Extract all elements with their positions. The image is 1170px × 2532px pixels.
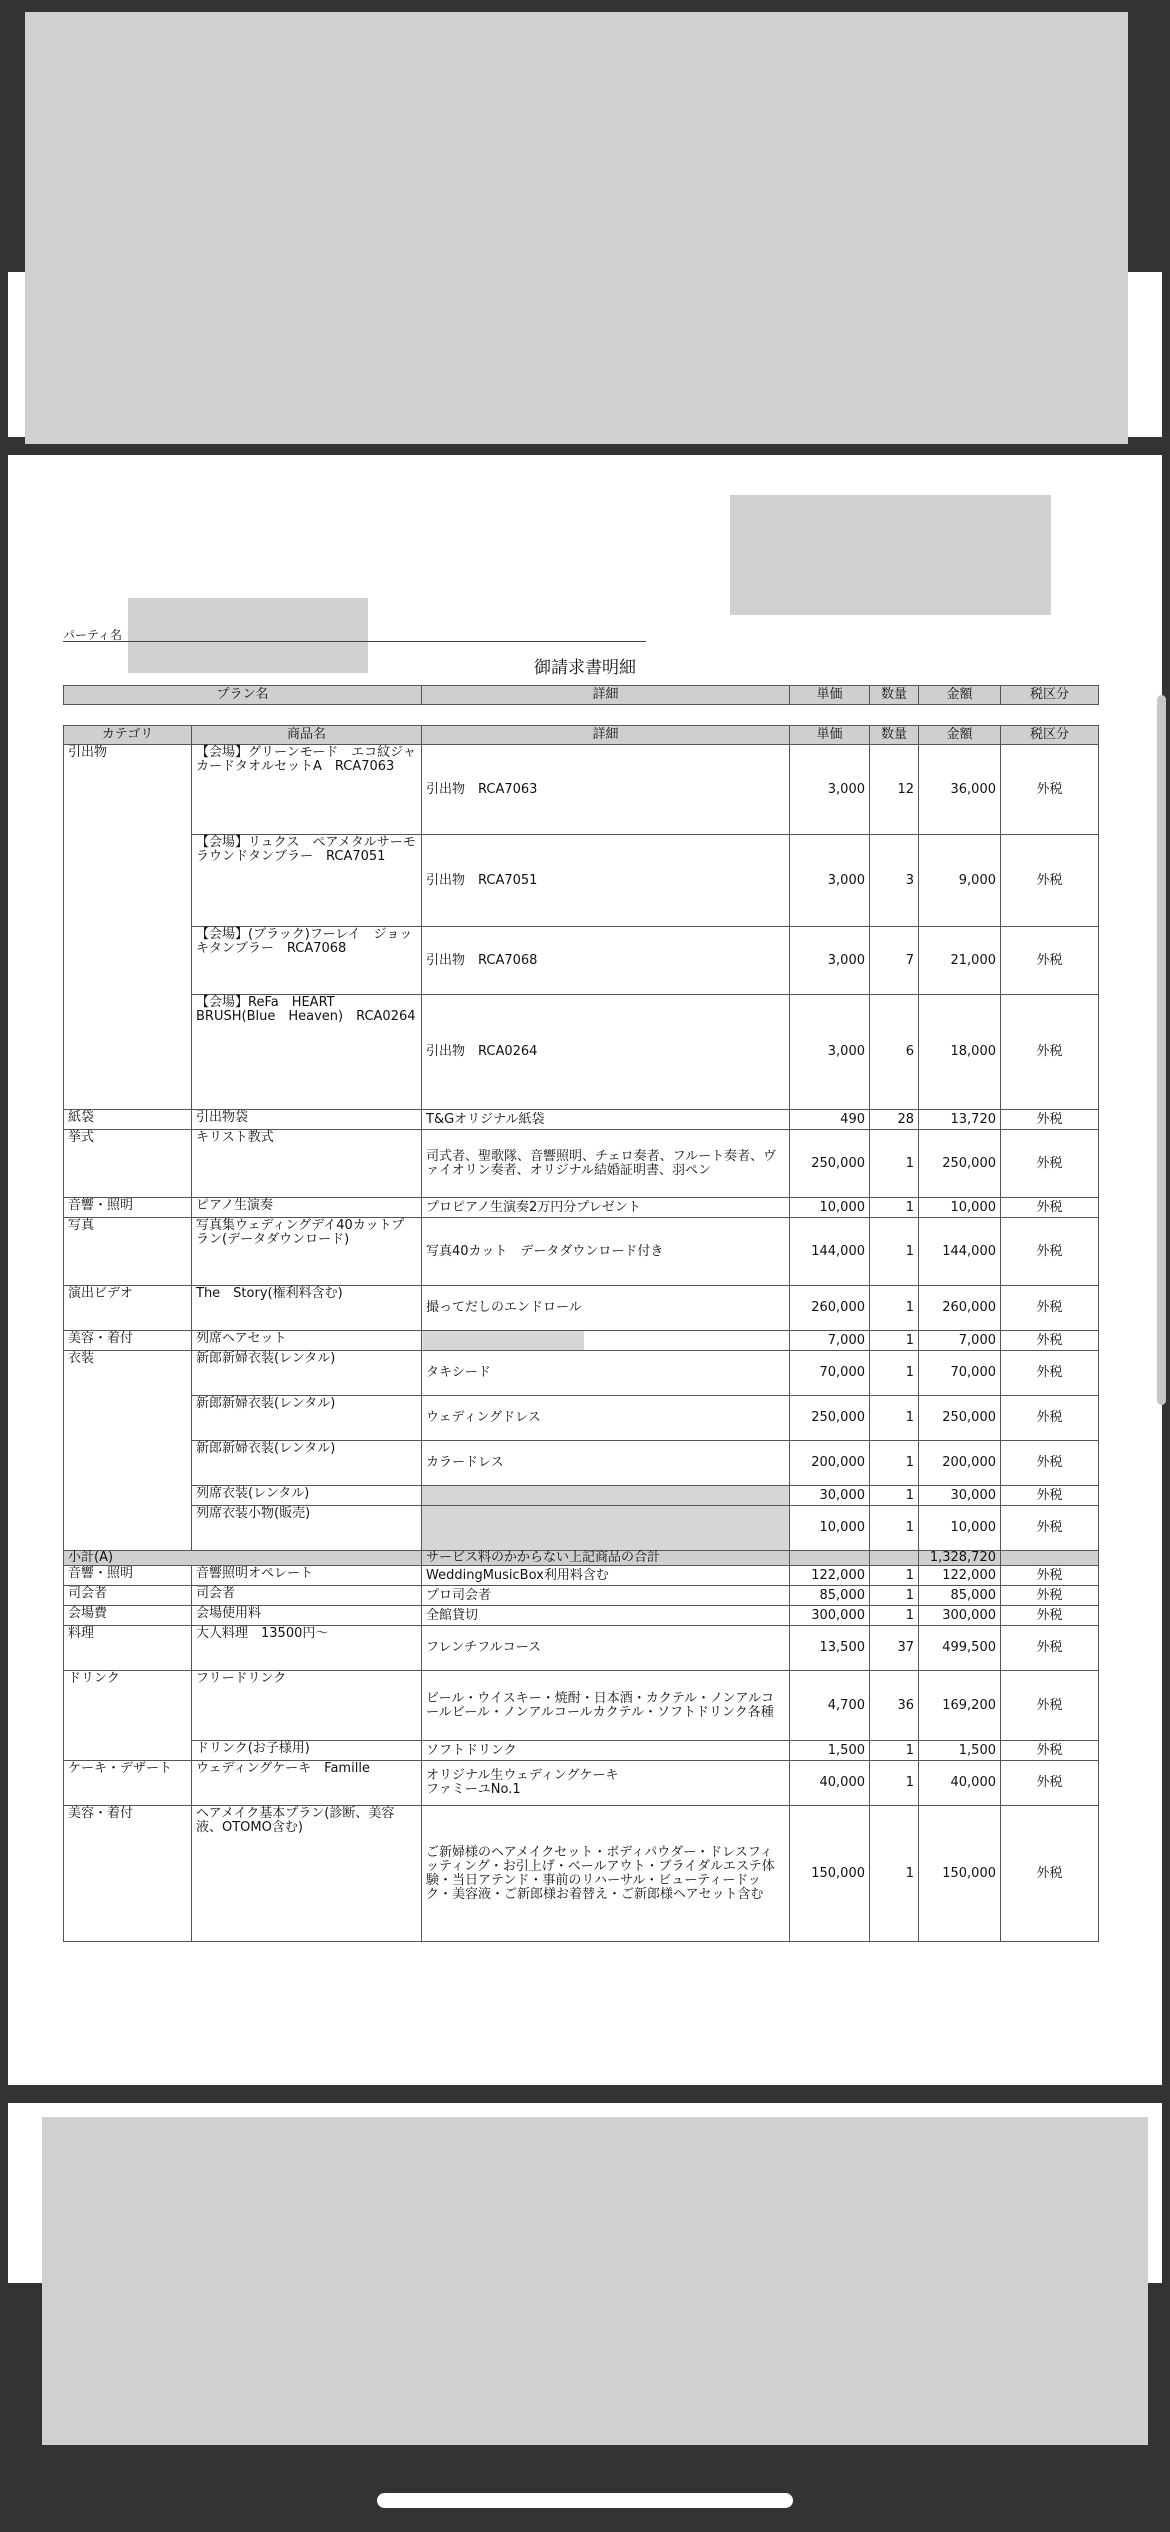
product-name-cell: 新郎新婦衣装(レンタル) bbox=[192, 1396, 422, 1441]
amount-cell: 122,000 bbox=[919, 1566, 1001, 1586]
amount-cell: 499,500 bbox=[919, 1626, 1001, 1671]
tax-type-cell: 外税 bbox=[1001, 1218, 1099, 1286]
items-header-cell: 金額 bbox=[919, 726, 1001, 745]
item-row bbox=[64, 1441, 1099, 1486]
plan-header-cell: 数量 bbox=[870, 686, 919, 705]
unit-price-cell: 10,000 bbox=[790, 1506, 870, 1551]
subtotal-amount: 1,328,720 bbox=[919, 1551, 1001, 1566]
item-row bbox=[64, 1606, 1099, 1626]
tax-type-cell: 外税 bbox=[1001, 1566, 1099, 1586]
product-name-cell: 司会者 bbox=[192, 1586, 422, 1606]
plan-header-cell: 単価 bbox=[790, 686, 870, 705]
plan-header-cell: プラン名 bbox=[64, 686, 422, 705]
product-name-cell: 写真集ウェディングデイ40カットプラン(データダウンロード) bbox=[192, 1218, 422, 1286]
item-row bbox=[64, 1351, 1099, 1396]
quantity-cell: 7 bbox=[870, 927, 919, 995]
unit-price-cell: 490 bbox=[790, 1110, 870, 1130]
category-cell: 料理 bbox=[64, 1626, 192, 1671]
invoice-page bbox=[8, 455, 1162, 2085]
tax-type-cell: 外税 bbox=[1001, 995, 1099, 1110]
quantity-cell: 1 bbox=[870, 1606, 919, 1626]
unit-price-cell: 200,000 bbox=[790, 1441, 870, 1486]
redacted-top-area bbox=[25, 12, 1128, 444]
item-row bbox=[64, 1671, 1099, 1741]
items-body bbox=[64, 745, 1099, 1942]
item-row bbox=[64, 1761, 1099, 1806]
detail-cell bbox=[422, 1486, 790, 1506]
quantity-cell: 1 bbox=[870, 1486, 919, 1506]
party-name-line bbox=[63, 641, 646, 642]
scrollbar[interactable] bbox=[1157, 695, 1166, 1405]
category-cell: 紙袋 bbox=[64, 1110, 192, 1130]
unit-price-cell: 30,000 bbox=[790, 1486, 870, 1506]
category-cell: 挙式 bbox=[64, 1130, 192, 1198]
product-name-cell: キリスト教式 bbox=[192, 1130, 422, 1198]
category-cell: 音響・照明 bbox=[64, 1198, 192, 1218]
amount-cell: 18,000 bbox=[919, 995, 1001, 1110]
unit-price-cell: 3,000 bbox=[790, 995, 870, 1110]
product-name-cell: 列席衣装(レンタル) bbox=[192, 1486, 422, 1506]
detail-cell: 引出物 RCA7068 bbox=[422, 927, 790, 995]
category-cell: 会場費 bbox=[64, 1606, 192, 1626]
subtotal-row bbox=[64, 1551, 1099, 1566]
detail-cell bbox=[422, 1506, 790, 1551]
tax-type-cell: 外税 bbox=[1001, 1130, 1099, 1198]
detail-cell: 全館貸切 bbox=[422, 1606, 790, 1626]
detail-cell: ビール・ウイスキー・焼酎・日本酒・カクテル・ノンアルコールビール・ノンアルコールカクテル・ソフトドリンク各種 bbox=[422, 1671, 790, 1741]
unit-price-cell: 300,000 bbox=[790, 1606, 870, 1626]
unit-price-cell: 4,700 bbox=[790, 1671, 870, 1741]
amount-cell: 36,000 bbox=[919, 745, 1001, 835]
detail-cell: 引出物 RCA7063 bbox=[422, 745, 790, 835]
product-name-cell: ピアノ生演奏 bbox=[192, 1198, 422, 1218]
amount-cell: 300,000 bbox=[919, 1606, 1001, 1626]
plan-header-cell: 税区分 bbox=[1001, 686, 1099, 705]
detail-cell: フレンチフルコース bbox=[422, 1626, 790, 1671]
amount-cell: 250,000 bbox=[919, 1396, 1001, 1441]
tax-type-cell: 外税 bbox=[1001, 1741, 1099, 1761]
category-cell: 写真 bbox=[64, 1218, 192, 1286]
product-name-cell: フリードリンク bbox=[192, 1671, 422, 1741]
item-row bbox=[64, 927, 1099, 995]
unit-price-cell: 250,000 bbox=[790, 1130, 870, 1198]
quantity-cell: 1 bbox=[870, 1441, 919, 1486]
detail-cell: プロピアノ生演奏2万円分プレゼント bbox=[422, 1198, 790, 1218]
product-name-cell: 新郎新婦衣装(レンタル) bbox=[192, 1441, 422, 1486]
detail-cell: 引出物 RCA0264 bbox=[422, 995, 790, 1110]
unit-price-cell: 144,000 bbox=[790, 1218, 870, 1286]
category-cell: 引出物 bbox=[64, 745, 192, 1110]
amount-cell: 150,000 bbox=[919, 1806, 1001, 1942]
detail-cell: WeddingMusicBox利用料含む bbox=[422, 1566, 790, 1586]
unit-price-cell: 40,000 bbox=[790, 1761, 870, 1806]
tax-type-cell: 外税 bbox=[1001, 1671, 1099, 1741]
product-name-cell: 新郎新婦衣装(レンタル) bbox=[192, 1351, 422, 1396]
unit-price-cell: 85,000 bbox=[790, 1586, 870, 1606]
product-name-cell: 会場使用料 bbox=[192, 1606, 422, 1626]
item-row bbox=[64, 1110, 1099, 1130]
amount-cell: 13,720 bbox=[919, 1110, 1001, 1130]
tax-type-cell: 外税 bbox=[1001, 1351, 1099, 1396]
items-header-row bbox=[64, 726, 1099, 745]
tax-type-cell: 外税 bbox=[1001, 1761, 1099, 1806]
detail-cell bbox=[422, 1331, 790, 1351]
quantity-cell: 1 bbox=[870, 1396, 919, 1441]
document-title: 御請求書明細 bbox=[534, 658, 636, 678]
detail-cell: カラードレス bbox=[422, 1441, 790, 1486]
category-cell: 衣装 bbox=[64, 1351, 192, 1551]
quantity-cell: 36 bbox=[870, 1671, 919, 1741]
quantity-cell: 28 bbox=[870, 1110, 919, 1130]
subtotal-description: サービス料のかからない上記商品の合計 bbox=[422, 1551, 790, 1566]
amount-cell: 9,000 bbox=[919, 835, 1001, 927]
product-name-cell: 【会場】リュクス ペアメタルサーモラウンドタンブラー RCA7051 bbox=[192, 835, 422, 927]
detail-cell: 引出物 RCA7051 bbox=[422, 835, 790, 927]
category-cell: 司会者 bbox=[64, 1586, 192, 1606]
tax-type-cell: 外税 bbox=[1001, 745, 1099, 835]
quantity-cell: 1 bbox=[870, 1566, 919, 1586]
tax-type-cell: 外税 bbox=[1001, 1606, 1099, 1626]
amount-cell: 144,000 bbox=[919, 1218, 1001, 1286]
quantity-cell: 1 bbox=[870, 1761, 919, 1806]
subtotal-price-cell bbox=[790, 1551, 870, 1566]
quantity-cell: 1 bbox=[870, 1741, 919, 1761]
quantity-cell: 1 bbox=[870, 1586, 919, 1606]
unit-price-cell: 250,000 bbox=[790, 1396, 870, 1441]
item-row bbox=[64, 1331, 1099, 1351]
quantity-cell: 1 bbox=[870, 1806, 919, 1942]
product-name-cell: 【会場】グリーンモード エコ紋ジャカードタオルセットA RCA7063 bbox=[192, 745, 422, 835]
quantity-cell: 37 bbox=[870, 1626, 919, 1671]
category-cell: 美容・着付 bbox=[64, 1331, 192, 1351]
subtotal-tax-cell bbox=[1001, 1551, 1099, 1566]
product-name-cell: ウェディングケーキ Famille bbox=[192, 1761, 422, 1806]
tax-type-cell: 外税 bbox=[1001, 1441, 1099, 1486]
quantity-cell: 1 bbox=[870, 1218, 919, 1286]
amount-cell: 70,000 bbox=[919, 1351, 1001, 1396]
amount-cell: 200,000 bbox=[919, 1441, 1001, 1486]
product-name-cell: 列席衣装小物(販売) bbox=[192, 1506, 422, 1551]
category-cell: 美容・着付 bbox=[64, 1806, 192, 1942]
tax-type-cell: 外税 bbox=[1001, 835, 1099, 927]
items-header-cell: 数量 bbox=[870, 726, 919, 745]
plan-table bbox=[63, 685, 1099, 705]
item-row bbox=[64, 1586, 1099, 1606]
unit-price-cell: 3,000 bbox=[790, 745, 870, 835]
detail-cell: T&Gオリジナル紙袋 bbox=[422, 1110, 790, 1130]
detail-cell: プロ司会者 bbox=[422, 1586, 790, 1606]
plan-header-cell: 詳細 bbox=[422, 686, 790, 705]
unit-price-cell: 3,000 bbox=[790, 835, 870, 927]
item-row bbox=[64, 1741, 1099, 1761]
detail-cell: 司式者、聖歌隊、音響照明、チェロ奏者、フルート奏者、ヴァイオリン奏者、オリジナル結婚証明書、羽ペン bbox=[422, 1130, 790, 1198]
tax-type-cell: 外税 bbox=[1001, 1198, 1099, 1218]
amount-cell: 169,200 bbox=[919, 1671, 1001, 1741]
amount-cell: 40,000 bbox=[919, 1761, 1001, 1806]
product-name-cell: 音響照明オペレート bbox=[192, 1566, 422, 1586]
items-header-cell: 単価 bbox=[790, 726, 870, 745]
detail-cell: ソフトドリンク bbox=[422, 1741, 790, 1761]
redacted-bottom-area bbox=[42, 2117, 1148, 2445]
item-row bbox=[64, 1486, 1099, 1506]
detail-cell: 写真40カット データダウンロード付き bbox=[422, 1218, 790, 1286]
home-indicator[interactable] bbox=[377, 2493, 793, 2508]
item-row bbox=[64, 1286, 1099, 1331]
detail-cell: ご新婦様のヘアメイクセット・ボディパウダー・ドレスフィッティング・お引上げ・ベールアウト・ブライダルエステ体験・当日アテンド・事前のリハーサル・ビューティードック・美容液・ご新郎様お着替え・ご新郎様ヘアセット含む bbox=[422, 1806, 790, 1942]
items-header-cell: 商品名 bbox=[192, 726, 422, 745]
unit-price-cell: 150,000 bbox=[790, 1806, 870, 1942]
unit-price-cell: 122,000 bbox=[790, 1566, 870, 1586]
quantity-cell: 6 bbox=[870, 995, 919, 1110]
item-row bbox=[64, 1806, 1099, 1942]
party-name-label: パーティ名 bbox=[63, 628, 123, 642]
tax-type-cell: 外税 bbox=[1001, 1396, 1099, 1441]
item-row bbox=[64, 1218, 1099, 1286]
amount-cell: 260,000 bbox=[919, 1286, 1001, 1331]
tax-type-cell: 外税 bbox=[1001, 1806, 1099, 1942]
category-cell: 音響・照明 bbox=[64, 1566, 192, 1586]
detail-cell: タキシード bbox=[422, 1351, 790, 1396]
tax-type-cell: 外税 bbox=[1001, 1110, 1099, 1130]
item-row bbox=[64, 995, 1099, 1110]
quantity-cell: 12 bbox=[870, 745, 919, 835]
quantity-cell: 1 bbox=[870, 1351, 919, 1396]
product-name-cell: 引出物袋 bbox=[192, 1110, 422, 1130]
detail-cell: オリジナル生ウェディングケーキ ファミーユNo.1 bbox=[422, 1761, 790, 1806]
quantity-cell: 1 bbox=[870, 1286, 919, 1331]
category-cell: ケーキ・デザート bbox=[64, 1761, 192, 1806]
amount-cell: 10,000 bbox=[919, 1198, 1001, 1218]
amount-cell: 10,000 bbox=[919, 1506, 1001, 1551]
category-cell: 演出ビデオ bbox=[64, 1286, 192, 1331]
item-row bbox=[64, 1506, 1099, 1551]
amount-cell: 7,000 bbox=[919, 1331, 1001, 1351]
product-name-cell: 列席ヘアセット bbox=[192, 1331, 422, 1351]
detail-cell: 撮ってだしのエンドロール bbox=[422, 1286, 790, 1331]
product-name-cell: The Story(権利料含む) bbox=[192, 1286, 422, 1331]
quantity-cell: 1 bbox=[870, 1331, 919, 1351]
plan-header-row bbox=[64, 686, 1099, 705]
item-row bbox=[64, 745, 1099, 835]
category-cell: ドリンク bbox=[64, 1671, 192, 1761]
item-row bbox=[64, 1130, 1099, 1198]
items-header-cell: 詳細 bbox=[422, 726, 790, 745]
quantity-cell: 1 bbox=[870, 1506, 919, 1551]
unit-price-cell: 10,000 bbox=[790, 1198, 870, 1218]
detail-cell: ウェディングドレス bbox=[422, 1396, 790, 1441]
tax-type-cell: 外税 bbox=[1001, 1506, 1099, 1551]
unit-price-cell: 13,500 bbox=[790, 1626, 870, 1671]
tax-type-cell: 外税 bbox=[1001, 1586, 1099, 1606]
unit-price-cell: 70,000 bbox=[790, 1351, 870, 1396]
item-row bbox=[64, 1626, 1099, 1671]
unit-price-cell: 3,000 bbox=[790, 927, 870, 995]
amount-cell: 21,000 bbox=[919, 927, 1001, 995]
quantity-cell: 1 bbox=[870, 1130, 919, 1198]
tax-type-cell: 外税 bbox=[1001, 1331, 1099, 1351]
item-row bbox=[64, 835, 1099, 927]
items-table bbox=[63, 725, 1099, 1942]
quantity-cell: 1 bbox=[870, 1198, 919, 1218]
tax-type-cell: 外税 bbox=[1001, 1626, 1099, 1671]
product-name-cell: ヘアメイク基本プラン(診断、美容液、OTOMO含む) bbox=[192, 1806, 422, 1942]
item-row bbox=[64, 1396, 1099, 1441]
amount-cell: 250,000 bbox=[919, 1130, 1001, 1198]
items-header-cell: 税区分 bbox=[1001, 726, 1099, 745]
tax-type-cell: 外税 bbox=[1001, 1286, 1099, 1331]
product-name-cell: ドリンク(お子様用) bbox=[192, 1741, 422, 1761]
tax-type-cell: 外税 bbox=[1001, 1486, 1099, 1506]
unit-price-cell: 1,500 bbox=[790, 1741, 870, 1761]
product-name-cell: 【会場】ReFa HEART BRUSH(Blue Heaven) RCA0264 bbox=[192, 995, 422, 1110]
amount-cell: 85,000 bbox=[919, 1586, 1001, 1606]
amount-cell: 1,500 bbox=[919, 1741, 1001, 1761]
tax-type-cell: 外税 bbox=[1001, 927, 1099, 995]
item-row bbox=[64, 1566, 1099, 1586]
unit-price-cell: 7,000 bbox=[790, 1331, 870, 1351]
plan-header-cell: 金額 bbox=[919, 686, 1001, 705]
product-name-cell: 大人料理 13500円～ bbox=[192, 1626, 422, 1671]
items-header-cell: カテゴリ bbox=[64, 726, 192, 745]
amount-cell: 30,000 bbox=[919, 1486, 1001, 1506]
unit-price-cell: 260,000 bbox=[790, 1286, 870, 1331]
subtotal-qty-cell bbox=[870, 1551, 919, 1566]
redacted-header-block bbox=[730, 495, 1051, 615]
item-row bbox=[64, 1198, 1099, 1218]
subtotal-label: 小計(A) bbox=[64, 1551, 422, 1566]
product-name-cell: 【会場】(ブラック)フーレイ ジョッキタンブラー RCA7068 bbox=[192, 927, 422, 995]
quantity-cell: 3 bbox=[870, 835, 919, 927]
